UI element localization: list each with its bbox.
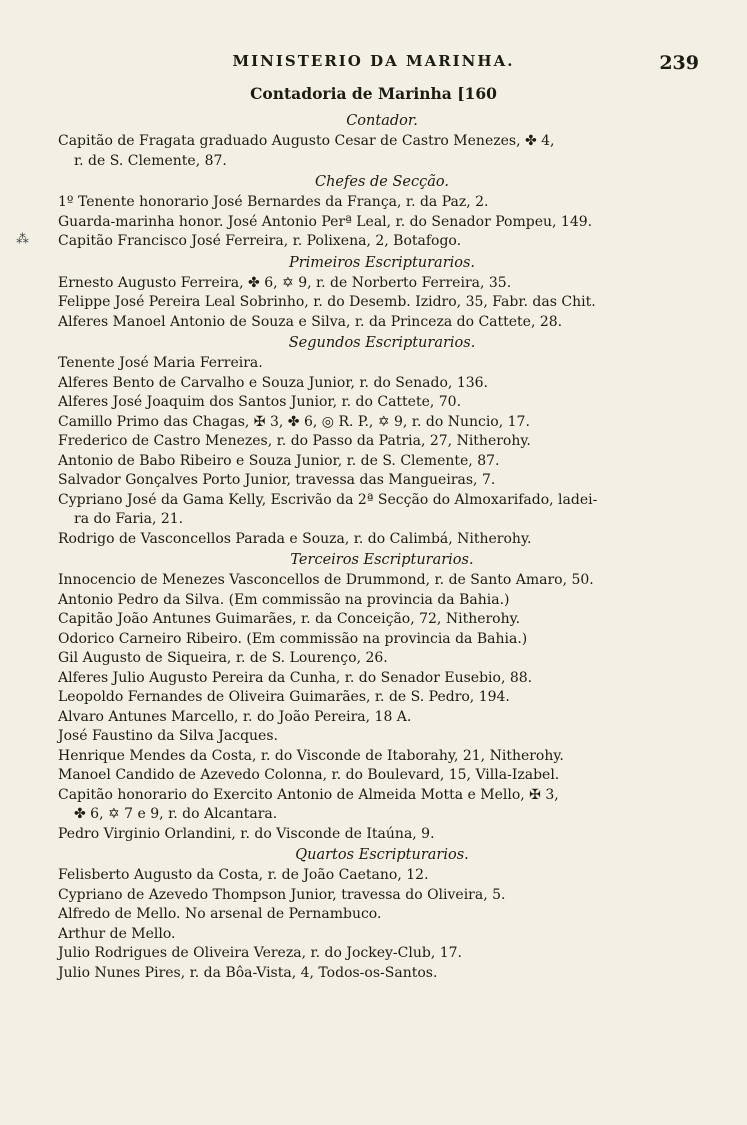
staff-entry: r. de S. Clemente, 87. [74, 152, 227, 169]
staff-entry: Alferes José Joaquim dos Santos Junior, r. do Cattete, 70. [58, 394, 462, 410]
staff-listing [58, 110, 706, 983]
staff-entry: ra do Faria, 21. [74, 511, 184, 527]
margin-mark-icon: ⁂ [16, 232, 29, 247]
staff-entry: Manoel Candido de Azevedo Colonna, r. do Boulevard, 15, Villa-Izabel. [58, 767, 560, 783]
page-number: 239 [659, 52, 699, 74]
staff-entry: Antonio de Babo Ribeiro e Souza Junior, r. de S. Clemente, 87. [58, 452, 500, 469]
staff-entry: Felippe José Pereira Leal Sobrinho, r. do Desemb. Izidro, 35, Fabr. das Chit. [58, 294, 596, 310]
staff-entry: Capitão honorario do Exercito Antonio de Almeida Motta e Mello, ✠ 3, [58, 786, 559, 803]
section-title: Contadoria de Marinha [160 [250, 84, 497, 103]
staff-entry: ✤ 6, ✡ 7 e 9, r. do Alcantara. [74, 806, 278, 822]
staff-entry: Odorico Carneiro Ribeiro. (Em commissão na provincia da Bahia.) [58, 630, 528, 647]
staff-entry: Leopoldo Fernandes de Oliveira Guimarães, r. de S. Pedro, 194. [58, 689, 510, 705]
staff-entry: Alferes Bento de Carvalho e Souza Junior, r. do Senado, 136. [58, 374, 488, 391]
staff-entry: Innocencio de Menezes Vasconcellos de Drummond, r. de Santo Amaro, 50. [58, 572, 594, 588]
staff-entry: Alferes Julio Augusto Pereira da Cunha, r. do Senador Eusebio, 88. [58, 669, 533, 686]
staff-entry: Gil Augusto de Siqueira, r. de S. Lourenço, 26. [58, 650, 388, 666]
staff-entry: Arthur de Mello. [58, 925, 176, 942]
section-heading: Quartos Escripturarios. [295, 847, 469, 863]
staff-entry: Julio Nunes Pires, r. da Bôa-Vista, 4, Todos-os-Santos. [58, 964, 438, 981]
section-heading: Terceiros Escripturarios. [290, 552, 474, 568]
staff-entry: Capitão Francisco José Ferreira, r. Polixena, 2, Botafogo. [58, 233, 462, 249]
staff-entry: Alfredo de Mello. No arsenal de Pernambuco. [58, 906, 382, 922]
staff-entry: Julio Rodrigues de Oliveira Vereza, r. do Jockey-Club, 17. [58, 945, 462, 961]
staff-entry: Ernesto Augusto Ferreira, ✤ 6, ✡ 9, r. de Norberto Ferreira, 35. [58, 274, 512, 291]
staff-entry: Henrique Mendes da Costa, r. do Visconde de Itaborahy, 21, Nitherohy. [58, 747, 564, 764]
staff-entry: Capitão de Fragata graduado Augusto Cesar de Castro Menezes, ✤ 4, [58, 133, 555, 149]
section-heading: Contador. [346, 113, 418, 129]
staff-entry: Rodrigo de Vasconcellos Parada e Souza, r. do Calimbá, Nitherohy. [58, 530, 532, 547]
staff-entry: Camillo Primo das Chagas, ✠ 3, ✤ 6, ◎ R. P., ✡ 9, r. do Nuncio, 17. [58, 413, 530, 430]
staff-entry: Frederico de Castro Menezes, r. do Passo da Patria, 27, Nitherohy. [58, 433, 531, 449]
staff-entry: Cypriano de Azevedo Thompson Junior, travessa do Oliveira, 5. [58, 886, 506, 903]
staff-entry: Alferes Manoel Antonio de Souza e Silva, r. da Princeza do Cattete, 28. [58, 313, 563, 330]
staff-entry: 1º Tenente honorario José Bernardes da França, r. da Paz, 2. [58, 194, 489, 210]
staff-entry: José Faustino da Silva Jacques. [58, 728, 278, 744]
staff-entry: Salvador Gonçalves Porto Junior, travessa das Mangueiras, 7. [58, 472, 496, 488]
page-header [0, 52, 747, 76]
staff-entry: Felisberto Augusto da Costa, r. de João Caetano, 12. [58, 867, 429, 883]
staff-entry: Tenente José Maria Ferreira. [58, 355, 263, 371]
section-heading: Primeiros Escripturarios. [288, 254, 476, 271]
section-heading: Segundos Escripturarios. [288, 335, 476, 351]
staff-entry: Antonio Pedro da Silva. (Em commissão na provincia da Bahia.) [58, 591, 510, 608]
staff-entry: Cypriano José da Gama Kelly, Escrivão da 2ª Secção do Almoxarifado, ladei- [58, 491, 598, 508]
staff-entry: Alvaro Antunes Marcello, r. do João Pereira, 18 A. [58, 708, 412, 725]
staff-entry: Capitão João Antunes Guimarães, r. da Conceição, 72, Nitherohy. [58, 611, 521, 627]
running-title: MINISTERIO DA MARINHA. [232, 52, 515, 70]
staff-entry: Guarda-marinha honor. José Antonio Perª Leal, r. do Senador Pompeu, 149. [58, 213, 593, 230]
section-heading: Chefes de Secção. [315, 174, 449, 190]
staff-entry: Pedro Virginio Orlandini, r. do Visconde de Itaúna, 9. [58, 825, 435, 842]
